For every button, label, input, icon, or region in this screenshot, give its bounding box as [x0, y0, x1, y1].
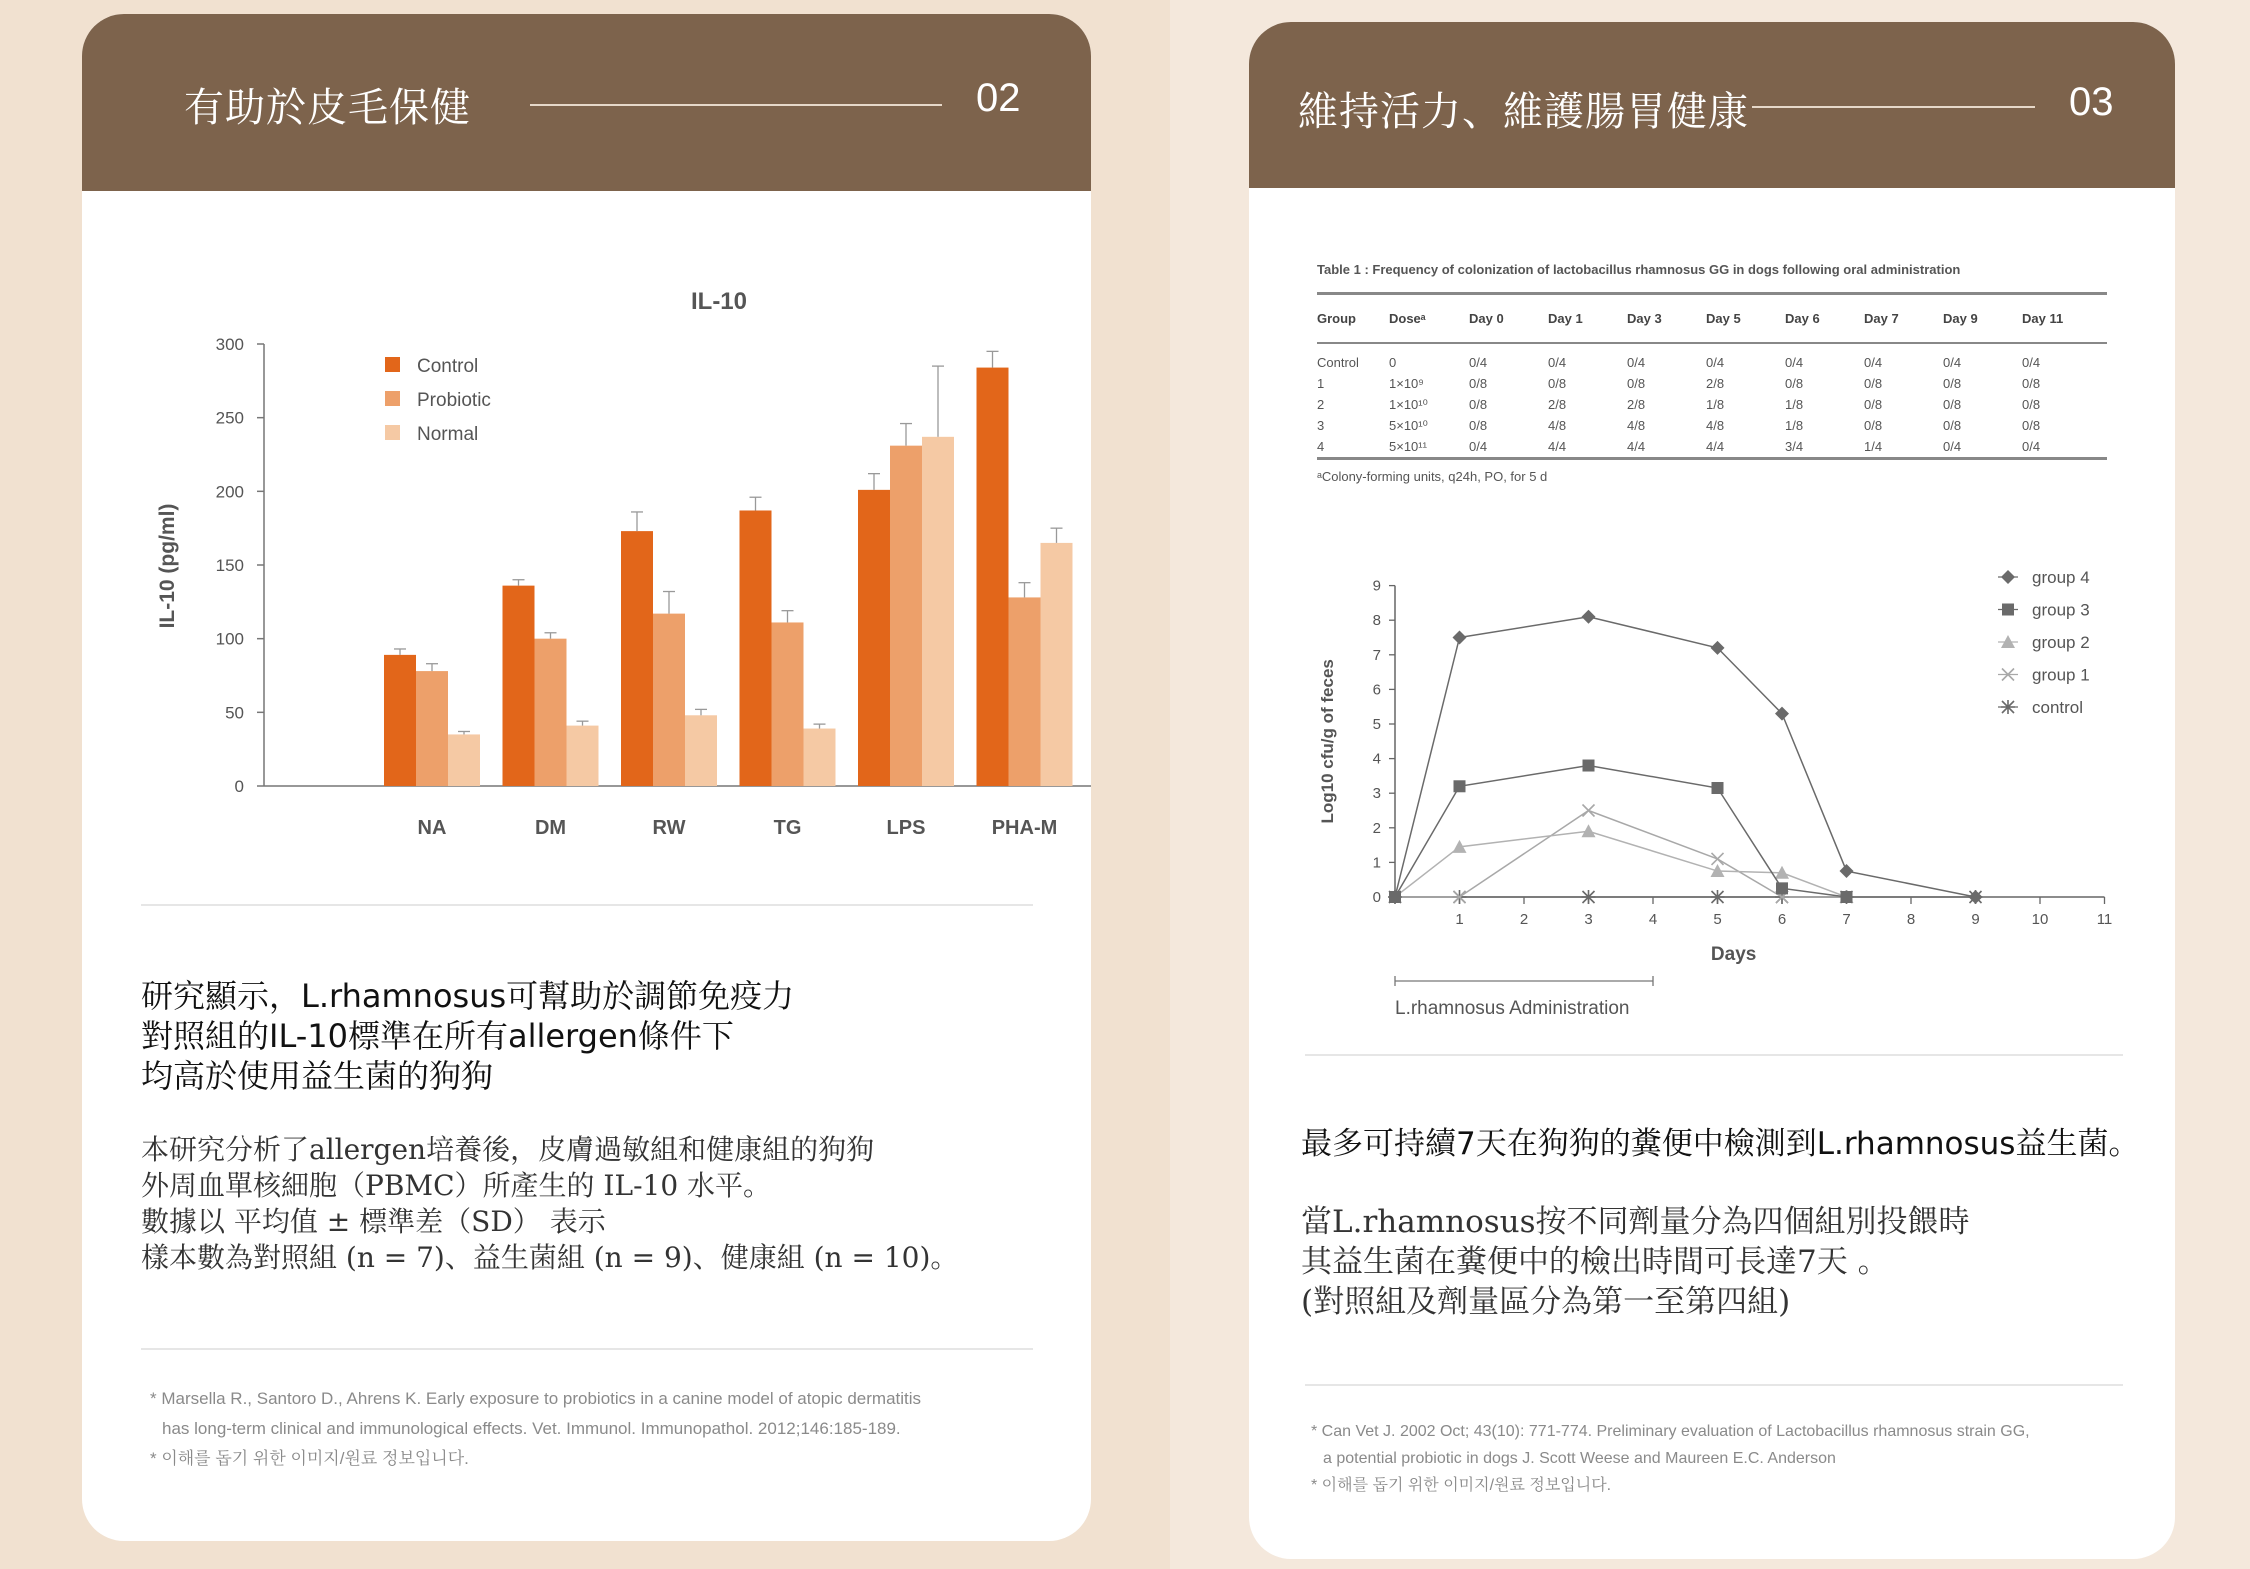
table-cell: 0/4 — [2022, 355, 2041, 370]
table-cell: 0/8 — [1864, 376, 1883, 391]
table-cell: 0/4 — [1706, 355, 1725, 370]
colonization-table — [1317, 296, 2107, 457]
legend-label: group 3 — [2032, 600, 2090, 620]
table-header-cell: Day 3 — [1627, 310, 1662, 326]
card-gut-health — [1249, 22, 2175, 1559]
y-tick-label: 9 — [1372, 577, 1381, 595]
bar — [448, 734, 480, 786]
legend-label: group 2 — [2032, 633, 2090, 652]
table-cell: 4/8 — [1706, 418, 1725, 433]
bar — [384, 655, 416, 786]
table-cell: Control — [1317, 355, 1359, 370]
x-tick-label: 11 — [2096, 911, 2113, 928]
x-tick-label: 9 — [1971, 911, 1980, 928]
table-cell: 2/8 — [1548, 397, 1567, 412]
ref-line: a potential probiotic in dogs J. Scott Weese and Maureen E.C. Anderson — [1323, 1450, 1836, 1467]
y-tick-label: 8 — [1372, 612, 1381, 630]
body-line: 當L.rhamnosus按不同劑量分為四個組別投餵時 — [1301, 1204, 1970, 1240]
x-tick-label: 7 — [1842, 911, 1851, 928]
legend-label: group 4 — [2032, 568, 2090, 587]
y-tick-label: 0 — [1372, 889, 1381, 906]
data-point — [1583, 805, 1595, 817]
table-header-cell: Day 1 — [1548, 310, 1583, 326]
table-header-cell: Doseᵃ — [1389, 310, 1426, 326]
reference-text — [150, 1384, 921, 1474]
data-point — [1776, 882, 1788, 894]
data-point — [1712, 853, 1724, 865]
table-cell: 0/4 — [1785, 355, 1804, 370]
x-tick-label: 1 — [1455, 911, 1464, 928]
table-header-cell: Day 11 — [2022, 310, 2064, 326]
table-cell: 4/8 — [1548, 418, 1567, 433]
table-cell: 4/4 — [1706, 439, 1725, 454]
table-footnote: ᵃColony-forming units, q24h, PO, for 5 d — [1317, 469, 1548, 484]
bar — [621, 531, 653, 786]
section-divider — [1305, 1384, 2123, 1386]
table-cell: 0/8 — [1469, 418, 1488, 433]
x-tick-label: DM — [534, 817, 567, 839]
legend-label: Control — [417, 356, 479, 377]
table-cell: 0/8 — [1864, 397, 1883, 412]
ref-line: * Can Vet J. 2002 Oct; 43(10): 771-774. Preliminary evaluation of Lactobacillus rhamnosus strain GG, — [1311, 1423, 2030, 1440]
bar — [890, 446, 922, 786]
table-header-cell: Day 5 — [1706, 310, 1741, 326]
x-tick-label: PHA-M — [991, 817, 1058, 839]
table-cell: 0/4 — [1548, 355, 1567, 370]
y-axis-label: Log10 cfu/g of feces — [1318, 659, 1337, 824]
table-cell: 0 — [1389, 355, 1397, 370]
bar — [416, 671, 448, 786]
table-header-cell: Day 7 — [1864, 310, 1899, 326]
bar — [1009, 597, 1041, 786]
table-cell: 4/4 — [1548, 439, 1567, 454]
y-tick-label: 4 — [1372, 750, 1381, 768]
y-tick-label: 100 — [215, 629, 244, 649]
bar — [1041, 543, 1073, 786]
table-row — [1317, 340, 2107, 373]
table-cell: 0/8 — [1469, 376, 1488, 391]
body-text — [1301, 1202, 1970, 1322]
x-tick-label: 10 — [2031, 911, 2049, 928]
y-tick-label: 3 — [1372, 785, 1381, 803]
x-tick-label: 5 — [1713, 911, 1722, 928]
legend-marker — [2002, 604, 2014, 616]
x-tick-label: 4 — [1648, 911, 1658, 928]
legend-marker — [2001, 570, 2015, 584]
table-header-cell: Group — [1317, 310, 1356, 326]
legend-swatch — [385, 357, 400, 372]
table-row — [1317, 394, 2107, 415]
x-tick-label: 2 — [1519, 911, 1529, 928]
table-cell: 2/8 — [1627, 397, 1646, 412]
table-bottom-rule — [1317, 457, 2107, 460]
table-cell: 1 — [1317, 376, 1325, 391]
x-tick-label: RW — [652, 817, 686, 839]
legend-label: group 1 — [2032, 665, 2090, 685]
table-cell: 1×10¹⁰ — [1389, 396, 1428, 412]
table-cell: 0/4 — [1469, 439, 1488, 454]
annotation-label: L.rhamnosus Administration — [1395, 998, 1630, 1017]
table-cell: 0/8 — [1469, 397, 1488, 412]
table-header-row — [1317, 296, 2107, 340]
data-point — [1711, 890, 1725, 904]
reference-text — [1311, 1418, 2030, 1499]
bar — [685, 715, 717, 786]
table-row — [1317, 373, 2107, 394]
y-tick-label: 150 — [215, 556, 244, 575]
table-row — [1317, 436, 2107, 457]
bar — [858, 490, 890, 786]
table-cell: 0/8 — [1785, 376, 1804, 391]
bar — [503, 586, 535, 786]
table-header-rule — [1317, 342, 2107, 344]
body-text — [141, 1132, 958, 1276]
bar — [804, 729, 836, 786]
section-divider — [1305, 1054, 2123, 1056]
ref-line: * 이해를 돕기 위한 이미지/원료 정보입니다. — [1311, 1477, 1612, 1494]
lead-line: 最多可持續7天在狗狗的糞便中檢測到L.rhamnosus益生菌。 — [1301, 1126, 2140, 1162]
section-divider — [141, 1348, 1033, 1350]
body-line: 樣本數為對照組 (n = 7)、益生菌組 (n = 9)、健康組 (n = 10)。 — [141, 1241, 959, 1274]
table-cell: 0/4 — [2022, 439, 2041, 454]
lead-line: 均高於使用益生菌的狗狗 — [141, 1057, 494, 1095]
body-line: (對照組及劑量區分為第一至第四組) — [1301, 1284, 1791, 1320]
y-tick-label: 200 — [215, 482, 244, 502]
il10-bar-chart — [142, 259, 1091, 879]
legend-swatch — [385, 425, 400, 440]
table-cell: 0/4 — [1469, 355, 1488, 370]
table-cell: 1/8 — [1785, 418, 1804, 433]
y-tick-label: 50 — [225, 703, 244, 723]
table-cell: 0/8 — [1548, 376, 1567, 391]
legend-label: Probiotic — [417, 390, 491, 411]
table-cell: 3 — [1317, 418, 1325, 433]
bar — [977, 368, 1009, 786]
table-cell: 1/8 — [1785, 397, 1804, 412]
y-tick-label: 7 — [1372, 646, 1381, 664]
header-divider — [1752, 106, 2035, 108]
table-cell: 1/4 — [1864, 439, 1883, 454]
series-line — [1395, 617, 1976, 897]
table-cell: 0/8 — [1943, 397, 1962, 412]
table-cell: 4/8 — [1627, 418, 1646, 433]
lead-text — [141, 976, 794, 1096]
table-cell: 0/4 — [1943, 355, 1962, 370]
card-header — [1249, 22, 2175, 188]
data-point — [1583, 760, 1595, 772]
header-divider — [530, 104, 942, 106]
card-number: 02 — [976, 76, 1021, 120]
chart-title: IL-10 — [690, 288, 748, 315]
table-body — [1317, 340, 2107, 457]
body-line: 本研究分析了allergen培養後，皮膚過敏組和健康組的狗狗 — [141, 1133, 875, 1166]
table-cell: 1/8 — [1706, 397, 1725, 412]
bar — [567, 726, 599, 786]
table-cell: 0/8 — [1943, 418, 1962, 433]
table-cell: 0/8 — [1864, 418, 1883, 433]
bar — [772, 622, 804, 786]
table-cell: 5×10¹¹ — [1389, 439, 1427, 454]
bar — [535, 639, 567, 786]
bar — [922, 437, 954, 786]
data-point — [1840, 864, 1854, 878]
bar — [740, 510, 772, 786]
ref-line: * Marsella R., Santoro D., Ahrens K. Early exposure to probiotics in a canine model of atopic dermatitis — [150, 1389, 922, 1408]
data-point — [1582, 824, 1596, 837]
legend-marker — [2001, 700, 2015, 714]
x-tick-label: 6 — [1777, 911, 1787, 928]
table-cell: 0/8 — [2022, 397, 2041, 412]
ref-line: * 이해를 돕기 위한 이미지/원료 정보입니다. — [150, 1449, 469, 1468]
lead-line: 研究顯示，L.rhamnosus可幫助於調節免疫力 — [141, 977, 795, 1015]
card-title: 有助於皮毛保健 — [184, 85, 471, 131]
table-cell: 0/8 — [2022, 376, 2041, 391]
data-point — [1453, 631, 1467, 645]
body-line: 外周血單核細胞（PBMC）所產生的 IL-10 水平。 — [141, 1169, 772, 1202]
lead-line: 對照組的IL-10標準在所有allergen條件下 — [141, 1017, 734, 1055]
legend-swatch — [385, 391, 400, 406]
y-axis-label: IL-10 (pg/ml) — [156, 503, 179, 629]
table-row — [1317, 415, 2107, 436]
x-tick-label: 3 — [1584, 911, 1593, 928]
data-point — [1454, 780, 1466, 792]
y-tick-label: 300 — [215, 335, 244, 354]
data-point — [1841, 891, 1853, 903]
section-divider — [141, 904, 1033, 906]
x-tick-label: NA — [417, 817, 447, 839]
x-axis-label: Days — [1710, 944, 1757, 965]
data-point — [1582, 890, 1596, 904]
y-tick-label: 250 — [215, 408, 244, 428]
y-tick-label: 0 — [234, 777, 244, 796]
card-header — [82, 14, 1091, 191]
data-point — [1712, 782, 1724, 794]
table-cell: 0/4 — [1627, 355, 1646, 370]
table-top-rule — [1317, 292, 2107, 295]
body-line: 其益生菌在糞便中的檢出時間可長達7天 。 — [1301, 1244, 1889, 1280]
table-cell: 2/8 — [1706, 376, 1725, 391]
card-title: 維持活力、維護腸胃健康 — [1298, 89, 1749, 135]
table-cell: 5×10¹⁰ — [1389, 417, 1428, 433]
data-point — [1582, 610, 1596, 624]
table-cell: 0/4 — [1864, 355, 1883, 370]
table-cell: 2 — [1317, 397, 1325, 412]
y-tick-label: 5 — [1372, 716, 1381, 733]
card-coat-health — [82, 14, 1091, 1541]
table-cell: 4 — [1317, 439, 1325, 454]
bar — [653, 614, 685, 786]
y-tick-label: 1 — [1372, 854, 1381, 872]
table-cell: 1×10⁹ — [1389, 376, 1424, 391]
table-cell: 0/4 — [1943, 439, 1962, 454]
ref-line: has long-term clinical and immunological effects. Vet. Immunol. Immunopathol. 2012;146:185-189. — [162, 1419, 901, 1438]
x-tick-label: TG — [773, 817, 802, 839]
table-cell: 4/4 — [1627, 439, 1646, 454]
y-tick-label: 6 — [1372, 681, 1381, 699]
body-line: 數據以 平均值 ± 標準差（SD） 表示 — [141, 1205, 606, 1238]
table-cell: 0/8 — [1627, 376, 1646, 391]
y-tick-label: 2 — [1372, 819, 1381, 837]
card-number: 03 — [2069, 80, 2114, 124]
table-header-cell: Day 9 — [1943, 310, 1978, 326]
table-cell: 0/8 — [1943, 376, 1962, 391]
x-tick-label: 8 — [1906, 911, 1916, 928]
table-header-cell: Day 6 — [1785, 310, 1820, 326]
table-cell: 0/8 — [2022, 418, 2041, 433]
table-caption: Table 1 : Frequency of colonization of lactobacillus rhamnosus GG in dogs following oral administration — [1317, 262, 1961, 277]
table-header-cell: Day 0 — [1469, 310, 1504, 326]
colonization-line-chart — [1289, 517, 2169, 1017]
legend-label: Normal — [417, 424, 479, 445]
lead-text — [1301, 1124, 2139, 1164]
table-cell: 3/4 — [1785, 439, 1804, 454]
legend-label: control — [2032, 698, 2084, 717]
x-tick-label: LPS — [886, 817, 926, 839]
